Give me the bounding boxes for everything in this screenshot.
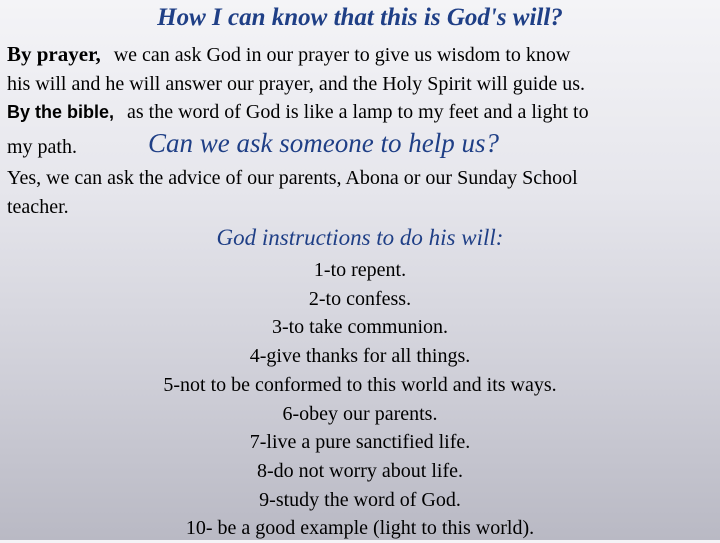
prayer-lead: By prayer, [7, 42, 101, 66]
help-text-1: Yes, we can ask the advice of our parents, Abona or our Sunday School [7, 167, 578, 189]
list-item: 5-not to be conformed to this world and its ways. [163, 373, 557, 396]
help-text-2: teacher. [7, 196, 69, 218]
list-item: 2-to confess. [308, 287, 412, 310]
bible-lead: By the bible, [7, 102, 115, 122]
list-item: 6-obey our parents. [282, 402, 438, 425]
bible-text-1: as the word of God is like a lamp to my feet and a light to [127, 101, 589, 123]
prayer-line-1 [7, 42, 570, 67]
list-item: 4-give thanks for all things. [249, 345, 471, 368]
prayer-text-2: his will and he will answer our prayer, and the Holy Spirit will guide us. [7, 73, 585, 95]
list-item: 7-live a pure sanctified life. [249, 431, 471, 454]
slide-title: How I can know that this is God's will? [157, 4, 563, 31]
list-item: 9-study the word of God. [259, 488, 461, 511]
bible-text-2: my path. [7, 136, 77, 158]
prayer-text-1: we can ask God in our prayer to give us wisdom to know [113, 44, 571, 66]
bible-line-1 [7, 100, 589, 124]
help-heading: Can we ask someone to help us? [148, 128, 499, 158]
instructions-heading: God instructions to do his will: [216, 225, 504, 250]
list-item: 10- be a good example (light to this world). [185, 517, 535, 540]
list-item: 3-to take communion. [271, 316, 449, 339]
list-item: 8-do not worry about life. [256, 459, 464, 482]
instructions-list [0, 256, 720, 543]
bible-line-2 [7, 135, 77, 159]
list-item: 1-to repent. [313, 259, 407, 281]
